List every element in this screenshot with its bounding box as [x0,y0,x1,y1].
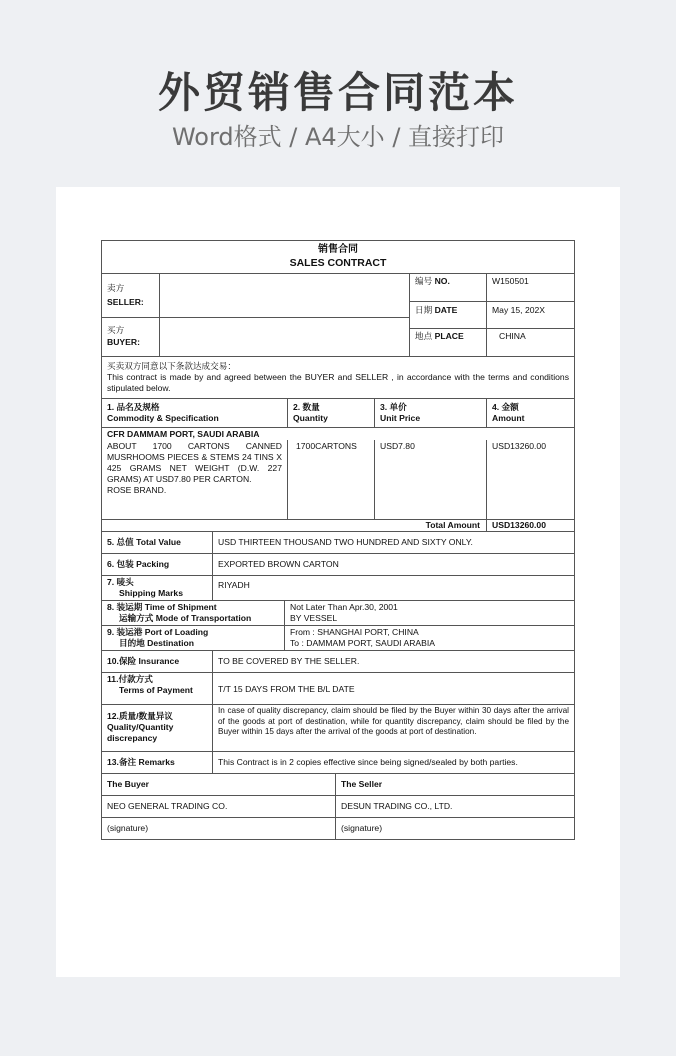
item-brand: ROSE BRAND. [107,485,167,495]
total-amount-value: USD13260.00 [486,520,574,531]
buyer-label-cn: 买方 [107,325,125,335]
intro-cn: 买卖双方同意以下条款达成交易： [107,361,236,371]
buyer-label-en: BUYER: [107,337,140,347]
total-value-label: 5. 总值 Total Value [107,537,181,547]
contract-title-en: SALES CONTRACT [289,257,387,269]
seller-heading: The Seller [335,774,574,795]
buyer-heading: The Buyer [107,779,150,789]
page-title: 外贸销售合同范本 [157,68,518,117]
item-quantity: 1700CARTONS [287,440,374,519]
seller-name: DESUN TRADING CO., LTD. [335,796,574,817]
contract-title [102,241,574,273]
buyer-label [102,318,159,356]
col-header-amount: 4. 金额 Amount [486,399,574,427]
buyer-value [159,318,409,356]
seller-signature: (signature) [335,818,574,839]
insurance-value: TO BE COVERED BY THE SELLER. [212,651,574,672]
seller-label-en: SELLER: [107,297,144,307]
seller-label-cn: 卖方 [107,283,125,293]
contract-place-value: CHINA [486,329,574,356]
discrepancy-value: In case of quality discrepancy, claim should be filed by the Buyer within 30 days after the arrival of the goods at port of destination, while for quantity discrepancy, claim should be filed by the Buyer within 15 days after the arrival of the goods at port of destination. [212,705,574,751]
page-subtitle: Word格式 / A4大小 / 直接打印 [171,123,505,151]
intro-en: This contract is made by and agreed between the BUYER and SELLER , in accordance with the terms and conditions stipulated below. [107,372,569,393]
item-unit-price: USD7.80 [374,440,486,519]
payment-value: T/T 15 DAYS FROM THE B/L DATE [212,673,574,704]
item-description [102,440,287,519]
insurance-label: 10.保险 Insurance [107,656,180,666]
place-label: 地点 PLACE [415,331,464,341]
contract-title-cn: 销售合同 [318,244,358,255]
buyer-signature: (signature) [107,823,149,833]
packing-value: EXPORTED BROWN CARTON [212,554,574,575]
remarks-value: This Contract is in 2 copies effective since being signed/sealed by both parties. [212,752,574,773]
col-header-commodity: 1. 品名及规格 Commodity & Specification [107,402,219,423]
total-value-text: USD THIRTEEN THOUSAND TWO HUNDRED AND SIXTY ONLY. [212,532,574,553]
contract-table [101,240,575,840]
shipment-label: 8. 装运期 Time of Shipment 运输方式 Mode of Transportation [107,602,252,623]
remarks-label: 13.备注 Remarks [107,757,175,767]
document-sheet [56,187,620,977]
seller-value [159,274,409,317]
contract-no-value: W150501 [486,274,574,301]
col-header-quantity: 2. 数量 Quantity [287,399,374,427]
no-label: 编号 NO. [415,276,450,286]
date-label: 日期 DATE [415,305,458,315]
col-header-unit-price: 3. 单价 Unit Price [374,399,486,427]
cfr-port-line: CFR DAMMAM PORT, SAUDI ARABIA [107,429,260,439]
packing-label: 6. 包装 Packing [107,559,170,569]
contract-intro [102,357,574,398]
port-value: From : SHANGHAI PORT, CHINA To : DAMMAM PORT, SAUDI ARABIA [284,626,574,650]
shipping-marks-value: RIYADH [212,576,574,600]
seller-label [102,274,159,317]
payment-label: 11.付款方式 Terms of Payment [107,674,193,695]
shipment-value: Not Later Than Apr.30, 2001 BY VESSEL [284,601,574,625]
item-amount: USD13260.00 [486,440,574,519]
contract-date-value: May 15, 202X [486,302,574,328]
shipping-marks-label: 7. 唛头 Shipping Marks [107,577,183,598]
total-amount-label: Total Amount [425,520,480,530]
item-description-text: ABOUT 1700 CARTONS CANNED MUSRHOOMS PIECES & STEMS 24 TINS X 425 GRAMS NET WEIGHT (D.W. 227 GRAMS) AT USD7.80 PER CARTON. [107,441,282,484]
port-label: 9. 装运港 Port of Loading 目的地 Destination [107,627,209,648]
discrepancy-label: 12.质量/数量异议 Quality/Quantity discrepancy [107,711,174,743]
buyer-name: NEO GENERAL TRADING CO. [107,801,228,811]
